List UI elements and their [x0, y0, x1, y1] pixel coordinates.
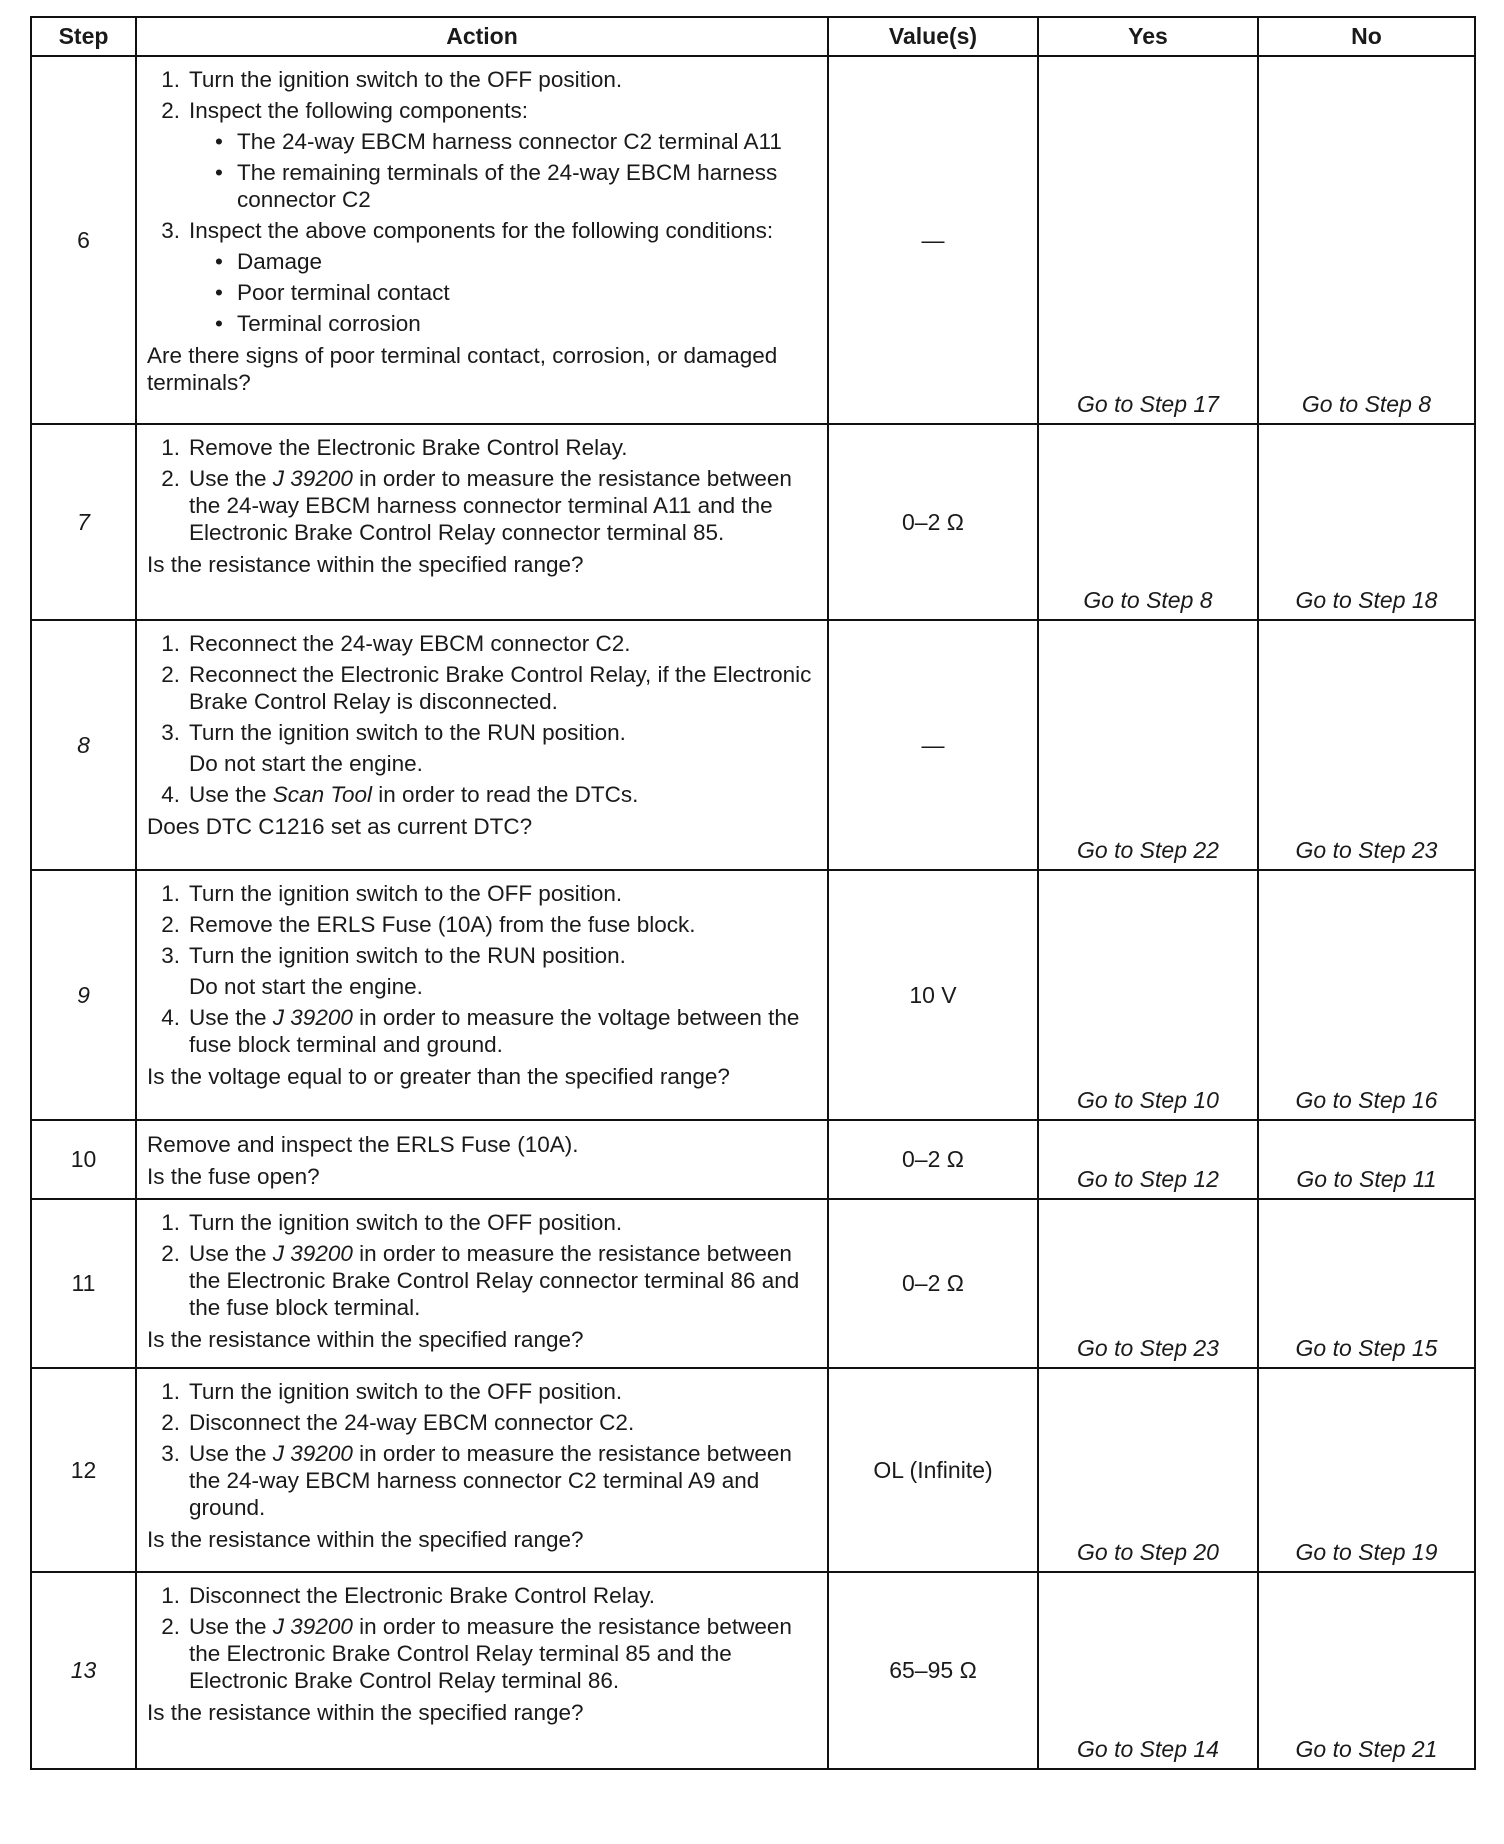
table-row [31, 424, 1475, 620]
item-number: 1. [161, 1583, 180, 1608]
no-cell: Go to Step 21 [1258, 1572, 1475, 1769]
table-row [31, 1368, 1475, 1572]
no-cell: Go to Step 15 [1258, 1199, 1475, 1368]
numbered-item [147, 661, 817, 715]
diagnostic-table [30, 16, 1476, 1770]
no-cell: Go to Step 8 [1258, 56, 1475, 424]
step-cell: 13 [31, 1572, 136, 1769]
item-number: 1. [161, 1379, 180, 1404]
numbered-item [147, 465, 817, 546]
value-cell: — [828, 56, 1038, 424]
yes-cell: Go to Step 23 [1038, 1199, 1258, 1368]
item-text [189, 465, 817, 546]
header-action: Action [136, 17, 828, 56]
item-text-post: in order to measure the resistance between the 24-way EBCM harness connector terminal A11 and the Electronic Brake Control Relay connector terminal 85. [189, 466, 792, 545]
question-text: Is the resistance within the specified range? [147, 552, 584, 577]
question-text: Does DTC C1216 set as current DTC? [147, 814, 533, 839]
bullet-item [147, 159, 817, 213]
bullet-icon: • [215, 311, 223, 336]
bullet-item [147, 248, 817, 275]
item-number: 2. [161, 662, 180, 687]
question-text: Is the resistance within the specified range? [147, 1327, 584, 1352]
item-number: 2. [161, 912, 180, 937]
value-cell: 65–95 Ω [828, 1572, 1038, 1769]
bullet-item [147, 128, 817, 155]
tool-name: J 39200 [272, 1241, 353, 1266]
step-cell: 11 [31, 1199, 136, 1368]
numbered-item [147, 97, 817, 124]
value-cell: 0–2 Ω [828, 1120, 1038, 1199]
item-text-pre: Use the [189, 1614, 273, 1639]
numbered-item [147, 630, 817, 657]
question-text: Is the fuse open? [147, 1164, 320, 1189]
table-row [31, 1120, 1475, 1199]
question-text: Are there signs of poor terminal contact, corrosion, or damaged terminals? [147, 343, 778, 395]
yes-cell: Go to Step 8 [1038, 424, 1258, 620]
question-text: Is the voltage equal to or greater than the specified range? [147, 1064, 730, 1089]
item-text: Poor terminal contact [237, 280, 450, 305]
action-cell [136, 870, 828, 1120]
numbered-item [147, 1004, 817, 1058]
numbered-item [147, 1209, 817, 1236]
value-cell: 0–2 Ω [828, 424, 1038, 620]
item-number: 2. [161, 1410, 180, 1435]
step-cell: 10 [31, 1120, 136, 1199]
value-cell: — [828, 620, 1038, 870]
item-text-post: in order to measure the resistance between the 24-way EBCM harness connector C2 terminal A9 and ground. [189, 1441, 792, 1520]
numbered-item [147, 1582, 817, 1609]
sub-note [147, 973, 817, 1000]
table-row [31, 1572, 1475, 1769]
header-step: Step [31, 17, 136, 56]
item-number: 4. [161, 782, 180, 807]
numbered-item [147, 781, 817, 808]
step-cell: 7 [31, 424, 136, 620]
no-cell: Go to Step 18 [1258, 424, 1475, 620]
item-text: Turn the ignition switch to the RUN position. [189, 943, 626, 968]
numbered-item [147, 911, 817, 938]
item-number: 3. [161, 720, 180, 745]
item-number: 2. [161, 466, 180, 491]
numbered-item [147, 942, 817, 969]
tool-name: J 39200 [272, 466, 353, 491]
item-text: Disconnect the Electronic Brake Control Relay. [189, 1583, 656, 1608]
header-row [31, 17, 1475, 56]
item-number: 4. [161, 1005, 180, 1030]
item-text: Reconnect the 24-way EBCM connector C2. [189, 631, 631, 656]
numbered-item [147, 1409, 817, 1436]
yes-cell: Go to Step 10 [1038, 870, 1258, 1120]
numbered-item [147, 1613, 817, 1694]
header-values: Value(s) [828, 17, 1038, 56]
item-number: 3. [161, 943, 180, 968]
item-number: 1. [161, 631, 180, 656]
no-cell: Go to Step 16 [1258, 870, 1475, 1120]
item-text: Remove the ERLS Fuse (10A) from the fuse block. [189, 912, 696, 937]
table-row [31, 1199, 1475, 1368]
item-text-pre: Use the [189, 466, 273, 491]
no-cell: Go to Step 23 [1258, 620, 1475, 870]
tool-name: J 39200 [272, 1614, 353, 1639]
action-cell [136, 56, 828, 424]
item-text: Turn the ignition switch to the OFF position. [189, 881, 623, 906]
item-number: 1. [161, 1210, 180, 1235]
numbered-item [147, 1378, 817, 1405]
tool-name: J 39200 [272, 1005, 353, 1030]
step-cell: 6 [31, 56, 136, 424]
bullet-item [147, 310, 817, 337]
bullet-icon: • [215, 249, 223, 274]
numbered-item [147, 1440, 817, 1521]
item-text: Turn the ignition switch to the RUN position. [189, 720, 626, 745]
bullet-item [147, 279, 817, 306]
item-number: 2. [161, 98, 180, 123]
item-text: Disconnect the 24-way EBCM connector C2. [189, 1410, 635, 1435]
value-cell: 10 V [828, 870, 1038, 1120]
table-row [31, 620, 1475, 870]
item-text: Inspect the following components: [189, 98, 528, 123]
numbered-item [147, 434, 817, 461]
numbered-item [147, 1240, 817, 1321]
item-text: The remaining terminals of the 24-way EBCM harness connector C2 [237, 160, 778, 212]
item-number: 1. [161, 435, 180, 460]
action-cell [136, 620, 828, 870]
tool-name: J 39200 [272, 1441, 353, 1466]
bullet-icon: • [215, 129, 223, 154]
item-number: 2. [161, 1241, 180, 1266]
value-cell: OL (Infinite) [828, 1368, 1038, 1572]
item-text: Remove the Electronic Brake Control Relay. [189, 435, 628, 460]
item-text: Do not start the engine. [189, 974, 423, 999]
item-text [189, 1440, 817, 1521]
item-number: 3. [161, 1441, 180, 1466]
question-text: Is the resistance within the specified range? [147, 1700, 584, 1725]
item-text: Damage [237, 249, 323, 274]
action-cell [136, 1199, 828, 1368]
item-text: Turn the ignition switch to the OFF position. [189, 1210, 623, 1235]
no-cell: Go to Step 11 [1258, 1120, 1475, 1199]
item-text-post: in order to measure the voltage between the fuse block terminal and ground. [189, 1005, 800, 1057]
action-cell [136, 1572, 828, 1769]
item-text: Inspect the above components for the following conditions: [189, 218, 774, 243]
step-cell: 9 [31, 870, 136, 1120]
item-text: The 24-way EBCM harness connector C2 terminal A11 [237, 129, 782, 154]
yes-cell: Go to Step 14 [1038, 1572, 1258, 1769]
action-cell [136, 1120, 828, 1199]
header-no: No [1258, 17, 1475, 56]
action-cell [136, 1368, 828, 1572]
item-text-post: in order to measure the resistance between the Electronic Brake Control Relay terminal 85 and the Electronic Brake Control Relay terminal 86. [189, 1614, 792, 1693]
numbered-item [147, 719, 817, 746]
yes-cell: Go to Step 20 [1038, 1368, 1258, 1572]
action-text: Remove and inspect the ERLS Fuse (10A). [147, 1132, 579, 1157]
step-cell: 8 [31, 620, 136, 870]
step-cell: 12 [31, 1368, 136, 1572]
numbered-item [147, 66, 817, 93]
item-number: 2. [161, 1614, 180, 1639]
item-text: Reconnect the Electronic Brake Control Relay, if the Electronic Brake Control Relay is disconnected. [189, 662, 812, 714]
item-text [189, 1613, 817, 1694]
item-text-pre: Use the [189, 782, 273, 807]
yes-cell: Go to Step 17 [1038, 56, 1258, 424]
bullet-icon: • [215, 160, 223, 185]
table-row [31, 56, 1475, 424]
bullet-icon: • [215, 280, 223, 305]
table-row [31, 870, 1475, 1120]
item-text-pre: Use the [189, 1441, 273, 1466]
tool-name: Scan Tool [272, 782, 373, 807]
item-text-pre: Use the [189, 1241, 273, 1266]
action-cell [136, 424, 828, 620]
item-text [189, 781, 817, 808]
header-yes: Yes [1038, 17, 1258, 56]
yes-cell: Go to Step 12 [1038, 1120, 1258, 1199]
sub-note [147, 750, 817, 777]
no-cell: Go to Step 19 [1258, 1368, 1475, 1572]
item-text: Turn the ignition switch to the OFF position. [189, 1379, 623, 1404]
yes-cell: Go to Step 22 [1038, 620, 1258, 870]
item-text: Terminal corrosion [237, 311, 421, 336]
item-text-post: in order to measure the resistance between the Electronic Brake Control Relay connector terminal 86 and the fuse block terminal. [189, 1241, 800, 1320]
item-text [189, 1004, 817, 1058]
question-text: Is the resistance within the specified range? [147, 1527, 584, 1552]
item-text-pre: Use the [189, 1005, 273, 1030]
item-number: 1. [161, 67, 180, 92]
item-number: 3. [161, 218, 180, 243]
item-text [189, 1240, 817, 1321]
numbered-item [147, 880, 817, 907]
item-text: Do not start the engine. [189, 751, 423, 776]
item-text-post: in order to read the DTCs. [372, 782, 639, 807]
item-text: Turn the ignition switch to the OFF position. [189, 67, 623, 92]
numbered-item [147, 217, 817, 244]
item-number: 1. [161, 881, 180, 906]
value-cell: 0–2 Ω [828, 1199, 1038, 1368]
